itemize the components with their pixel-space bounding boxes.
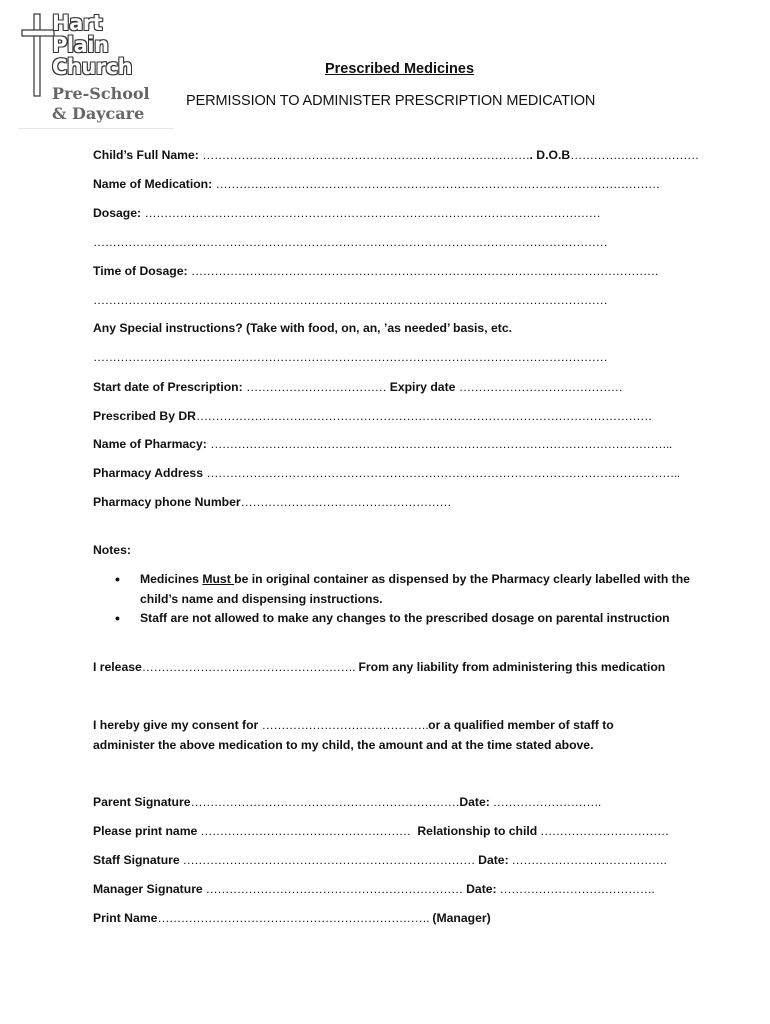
special-continuation-row xyxy=(93,350,607,364)
print-name-row xyxy=(93,824,669,838)
release-field[interactable]: ………………………………………………. xyxy=(141,660,356,674)
prescribed-by-row xyxy=(93,409,652,423)
consent-text-b: or a qualified member of staff to xyxy=(428,718,614,732)
staff-signature-row xyxy=(93,853,666,867)
notes-item-original-container xyxy=(115,570,715,609)
medication-row xyxy=(93,177,660,191)
notes-item-no-changes xyxy=(115,609,715,629)
time-continuation-field[interactable]: …………………………………………………………………………………………………………………… xyxy=(93,293,608,307)
pharmacy-name-row xyxy=(93,437,672,451)
medication-label: Name of Medication: xyxy=(93,177,213,191)
notes-item-text: Medicines xyxy=(140,572,203,586)
parent-date-label: Date: xyxy=(459,795,490,809)
consent-name-field[interactable]: ……………………………………. xyxy=(261,718,429,732)
dosage-row xyxy=(93,206,600,220)
pharmacy-address-label: Pharmacy Address xyxy=(93,466,203,480)
expiry-date-label: Expiry date xyxy=(389,380,456,394)
manager-date-field[interactable]: …………………………………. xyxy=(496,882,655,896)
print-name-label: Please print name xyxy=(93,824,198,838)
special-instructions-field[interactable]: …………………………………………………………………………………………………………………… xyxy=(93,350,608,364)
start-date-row xyxy=(93,380,622,394)
consent-text-a: I hereby give my consent for xyxy=(93,718,262,732)
prescribed-by-label: Prescribed By DR xyxy=(93,409,196,423)
medication-field[interactable]: …………………………………………………………………………………………………… xyxy=(215,177,660,191)
pharmacy-name-field[interactable]: ……………………………………………………………………………………………………….. xyxy=(210,437,672,451)
relationship-field[interactable]: …………………………… xyxy=(537,824,669,838)
time-continuation-row xyxy=(93,293,607,307)
manager-print-name-field[interactable]: ……………………………………………………………. xyxy=(157,911,430,925)
child-name-row xyxy=(93,148,699,162)
special-instructions-row xyxy=(93,321,512,335)
child-name-label: Child’s Full Name: xyxy=(93,148,199,162)
release-text: From any liability from administering this medication xyxy=(355,660,666,674)
page-title: Prescribed Medicines xyxy=(324,61,475,77)
start-date-label: Start date of Prescription: xyxy=(93,380,243,394)
parent-signature-field[interactable]: …………………………………………………………… xyxy=(190,795,460,809)
manager-print-name-row xyxy=(93,911,491,925)
consent-line-1 xyxy=(93,718,614,732)
logo-word-plain: Plain xyxy=(52,33,109,57)
logo-word-church: Church xyxy=(52,55,133,79)
parent-date-field[interactable]: ………………………. xyxy=(489,795,601,809)
start-date-field[interactable]: ……………………………… xyxy=(246,380,387,394)
logo-divider xyxy=(18,128,174,129)
pharmacy-address-row xyxy=(93,466,680,480)
release-row xyxy=(93,660,665,674)
pharmacy-phone-field[interactable]: ……………………………………………… xyxy=(240,495,452,509)
staff-date-field[interactable]: …………………………………. xyxy=(508,853,667,867)
time-row xyxy=(93,264,658,278)
staff-signature-field[interactable]: ………………………………………………………………… xyxy=(179,853,475,867)
print-name-field[interactable]: ……………………………………………… xyxy=(197,824,411,838)
time-label: Time of Dosage: xyxy=(93,264,188,278)
logo-word-hart: Hart xyxy=(52,11,103,35)
page-subtitle: PERMISSION TO ADMINISTER PRESCRIPTION MEDICATION xyxy=(186,93,596,109)
pharmacy-phone-label: Pharmacy phone Number xyxy=(93,495,241,509)
staff-date-label: Date: xyxy=(478,853,509,867)
dob-label: . D.O.B xyxy=(529,148,571,162)
notes-item-text: Staff are not allowed to make any changes to the prescribed dosage on parental instruction xyxy=(140,611,670,625)
pharmacy-phone-row xyxy=(93,495,451,509)
expiry-date-field[interactable]: …………………………………… xyxy=(458,380,623,394)
special-instructions-label: Any Special instructions? (Take with food, on, an, ’as needed’ basis, etc. xyxy=(93,321,512,335)
staff-signature-label: Staff Signature xyxy=(93,853,180,867)
notes-list xyxy=(115,570,715,629)
manager-print-name-label: Print Name xyxy=(93,911,158,925)
dosage-continuation-row xyxy=(93,235,607,249)
notes-heading: Notes: xyxy=(93,543,131,557)
parent-signature-row xyxy=(93,795,601,809)
consent-line-2: administer the above medication to my child, the amount and at the time stated above. xyxy=(93,738,594,752)
manager-date-label: Date: xyxy=(466,882,497,896)
child-name-field[interactable]: ………………………………………………………………………… xyxy=(202,148,530,162)
logo-daycare: & Daycare xyxy=(52,104,145,123)
dosage-label: Dosage: xyxy=(93,206,142,220)
release-label: I release xyxy=(93,660,142,674)
relationship-label: Relationship to child xyxy=(417,824,538,838)
dosage-field[interactable]: ……………………………………………………………………………………………………… xyxy=(144,206,601,220)
notes-item-text-rest: be in original container as dispensed by the Pharmacy clearly labelled with the child’s name and dispensing instructions. xyxy=(140,572,690,606)
dosage-continuation-field[interactable]: …………………………………………………………………………………………………………………… xyxy=(93,235,608,249)
logo-preschool: Pre-School xyxy=(52,84,150,103)
manager-signature-field[interactable]: ………………………………………………………… xyxy=(202,882,463,896)
time-field[interactable]: ………………………………………………………………………………………………………… xyxy=(190,264,659,278)
dob-field[interactable]: …………………………… xyxy=(570,148,699,162)
pharmacy-address-field[interactable]: ………………………………………………………………………………………………………….. xyxy=(206,466,680,480)
manager-signature-row xyxy=(93,882,654,896)
prescribed-by-field[interactable]: ……………………………………………………………………………………………………… xyxy=(195,409,652,423)
bullet-icon: • xyxy=(115,571,120,587)
bullet-icon: • xyxy=(115,610,120,626)
parent-signature-label: Parent Signature xyxy=(93,795,191,809)
manager-signature-label: Manager Signature xyxy=(93,882,203,896)
pharmacy-name-label: Name of Pharmacy: xyxy=(93,437,207,451)
manager-suffix: (Manager) xyxy=(429,911,491,925)
notes-item-must: Must xyxy=(202,572,235,586)
